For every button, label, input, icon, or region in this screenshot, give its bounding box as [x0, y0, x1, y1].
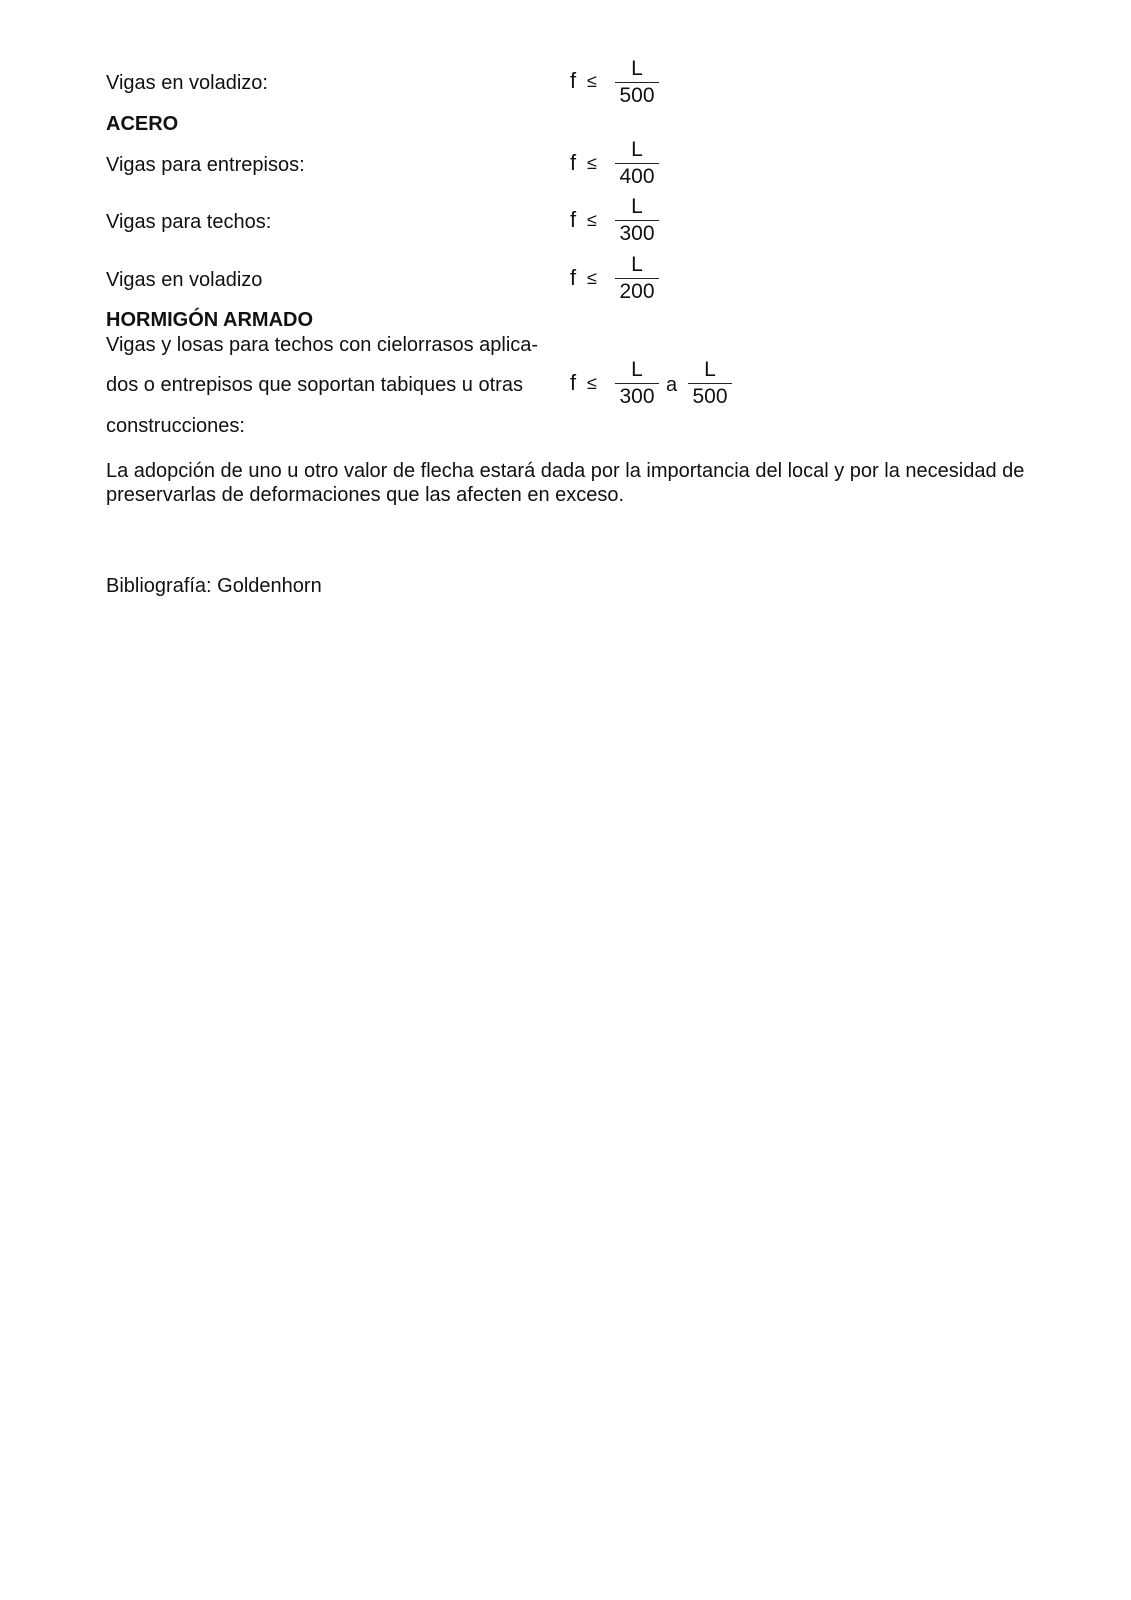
- fraction-denominator: 300: [619, 222, 655, 245]
- row-label-line: construcciones:: [106, 415, 245, 437]
- fraction-numerator: L: [631, 138, 643, 161]
- less-equal-symbol: ≤: [587, 373, 597, 393]
- fraction-denominator: 300: [619, 385, 655, 408]
- less-equal-symbol: ≤: [587, 71, 597, 91]
- fraction: [615, 357, 659, 409]
- fraction-numerator: L: [631, 195, 643, 218]
- body-paragraph: La adopción de uno u otro valor de flecha estará dada por la importancia del local y por la necesidad de preservarlas de deformaciones que las afecten en exceso.: [106, 460, 1025, 506]
- fraction-numerator: L: [631, 358, 643, 381]
- bibliography: Bibliografía: Goldenhorn: [106, 575, 322, 597]
- less-equal-symbol: ≤: [587, 210, 597, 230]
- row-label: Vigas para entrepisos:: [106, 154, 305, 176]
- row-label-line: Vigas y losas para techos con cielorrasos aplica-: [106, 334, 539, 356]
- fraction-numerator: L: [704, 358, 716, 381]
- fraction-numerator: L: [631, 253, 643, 276]
- deflection-symbol: f: [570, 265, 577, 290]
- fraction-numerator: L: [631, 57, 643, 80]
- deflection-symbol: f: [570, 68, 577, 93]
- row-label: Vigas en voladizo:: [106, 72, 268, 94]
- deflection-symbol: f: [570, 207, 577, 232]
- fraction: [615, 194, 659, 246]
- section-heading: ACERO: [106, 113, 179, 135]
- section-heading: HORMIGÓN ARMADO: [106, 309, 314, 331]
- row-label-line: dos o entrepisos que soportan tabiques u otras: [106, 374, 523, 396]
- less-equal-symbol: ≤: [587, 153, 597, 173]
- fraction-denominator: 400: [619, 165, 655, 188]
- fraction: [688, 357, 732, 409]
- fraction-denominator: 500: [619, 84, 655, 107]
- fraction: [615, 252, 659, 304]
- fraction-denominator: 500: [692, 385, 728, 408]
- fraction: [615, 137, 659, 189]
- less-equal-symbol: ≤: [587, 268, 597, 288]
- deflection-symbol: f: [570, 370, 577, 395]
- fraction-denominator: 200: [619, 280, 655, 303]
- range-connector: a: [666, 374, 678, 396]
- fraction: [615, 56, 659, 108]
- row-label: Vigas para techos:: [106, 211, 272, 233]
- row-label: Vigas en voladizo: [106, 269, 263, 291]
- deflection-symbol: f: [570, 150, 577, 175]
